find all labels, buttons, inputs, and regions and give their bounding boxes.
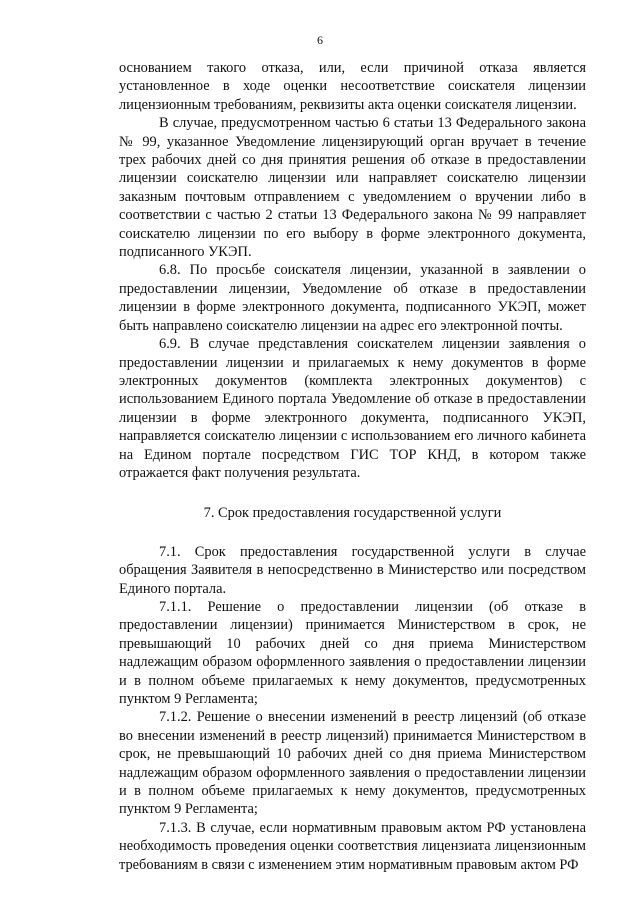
paragraph-7-1: 7.1. Срок предоставления государственной услуги в случае обращения Заявителя в непосредственно в Министерство или посредством Единого портала. (119, 543, 586, 597)
paragraph-6-9: 6.9. В случае представления соискателем лицензии заявления о предоставлении лицензии и прилагаемых к нему документов в форме электронных документов (комплекта электронных документов) с использованием Единого портала Уведомление об отказе в предоставлении лицензии в форме электронного документа, подписанного УКЭП, направляется соискателю лицензии с использованием его личного кабинета на Едином портале посредством ГИС ТОР КНД, в котором также отражается факт получения результата. (119, 336, 586, 481)
paragraph-continuation: основанием такого отказа, или, если причиной отказа является установленное в ходе оценки несоответствие соискателя лицензии лицензионным требованиям, реквизиты акта оценки соискателя лицензии. (119, 60, 586, 113)
section-heading: 7. Срок предоставления государственной услуги (203, 505, 502, 522)
paragraph-7-1-3: 7.1.3. В случае, если нормативным правовым актом РФ установлена необходимость проведения оценки соответствия лицензиата лицензионным требованиям в связи с изменением этим нормативным правовым актом РФ (119, 819, 586, 873)
paragraph-6-8: 6.8. По просьбе соискателя лицензии, указанной в заявлении о предоставлении лицензии, Уведомление об отказе в предоставлении лицензии в форме электронного документа, подписанного УКЭП, может быть направлено соискателю лицензии на адрес его электронной почты. (119, 262, 586, 334)
paragraph-7-1-1: 7.1.1. Решение о предоставлении лицензии (об отказе в предоставлении лицензии) принимается Министерством в срок, не превышающий 10 рабочих дней со дня приема Министерством надлежащим образом оформленного заявления о предоставлении лицензии и в полном объеме прилагаемых к нему документов, предусмотренных пунктом 9 Регламента; (119, 598, 586, 707)
paragraph-refusal-notice-delivery: В случае, предусмотренном частью 6 статьи 13 Федерального закона № 99, указанное Уведомление лицензирующий орган вручает в течение трех рабочих дней со дня принятия решения об отказе в предоставлении лицензии соискателю лицензии или направляет соискателю лицензии заказным почтовым отправлением с уведомлением о вручении либо в соответствии с частью 2 статьи 13 Федерального закона № 99 направляет соискателю лицензии по его выбору в форме электронного документа, подписанного УКЭП. (119, 115, 586, 261)
paragraph-7-1-2: 7.1.2. Решение о внесении изменений в реестр лицензий (об отказе во внесении изменений в реестр лицензий) принимается Министерством в срок, не превышающий 10 рабочих дней со дня приема Министерством надлежащим образом оформленного заявления о предоставлении лицензии и в полном объеме прилагаемых к нему документов, предусмотренных пунктом 9 Регламента; (119, 709, 586, 818)
page-number: 6 (317, 33, 323, 47)
document-body (119, 59, 586, 874)
